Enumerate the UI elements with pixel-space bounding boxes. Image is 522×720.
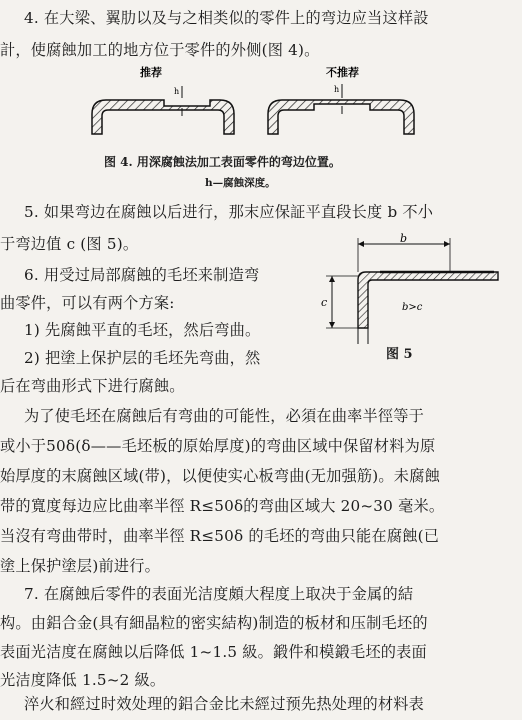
para7-line4: 光洁度降低 1.5~2 級。 <box>0 671 166 689</box>
fig5-label-c: c <box>321 296 328 309</box>
figure4-note: h—腐蝕深度。 <box>205 177 276 189</box>
para4-line2: 計，使腐蝕加工的地方位于零件的外侧(图 4)。 <box>0 41 320 59</box>
fig4-dim-h-left: h <box>174 87 180 96</box>
para4-line1: 4. 在大梁、翼肋以及与之相类似的零件上的弯边应当这样設 <box>24 9 429 27</box>
radius-line2: 或小于50δ(δ——毛坯板的原始厚度)的弯曲区域中保留材料为原 <box>0 437 436 455</box>
radius-line6: 塗上保护塗层)前进行。 <box>0 557 161 575</box>
radius-line4: 带的寬度每边应比曲率半徑 R≤50δ的弯曲区域大 20~30 毫米。 <box>0 497 445 515</box>
fig4-dim-h-right: h <box>334 85 340 94</box>
partial-line: 淬火和經过时效处理的鋁合金比未經过预先热处理的材料表 <box>24 695 425 713</box>
fig4-label-recommended: 推荐 <box>140 66 162 79</box>
fig5-label-b: b <box>400 232 408 245</box>
fig4-label-not-recommended: 不推荐 <box>326 66 359 79</box>
radius-line3: 始厚度的末腐蝕区域(带)，以便使实心板弯曲(无加强筋)。未腐蝕 <box>0 467 440 485</box>
radius-line1: 为了使毛坯在腐蝕后有弯曲的可能性，必須在曲率半徑等于 <box>24 407 425 425</box>
fig4-right-part <box>268 84 414 134</box>
para6-item1: 1) 先腐蝕平直的毛坯，然后弯曲。 <box>24 321 261 339</box>
para6-line1: 6. 用受过局部腐蝕的毛坯来制造弯 <box>24 266 260 284</box>
para6-line2: 曲零件，可以有两个方案: <box>0 294 175 312</box>
para6-line5: 后在弯曲形式下进行腐蝕。 <box>0 377 185 395</box>
para5-line1: 5. 如果弯边在腐蝕以后进行，那末应保証平直段长度 b 不小 <box>24 203 434 221</box>
para7-line2: 构。由鋁合金(具有細晶粒的密实結构)制造的板材和压制毛坯的 <box>0 614 428 632</box>
para6-item2: 2) 把塗上保护层的毛坯先弯曲，然 <box>24 349 261 367</box>
para7-line3: 表面光洁度在腐蝕以后降低 1~1.5 級。鍛件和模鍛毛坯的表面 <box>0 643 427 661</box>
figure5-diagram <box>318 232 518 364</box>
figure4-caption: 图 4. 用深腐蝕法加工表面零件的弯边位置。 <box>104 155 341 169</box>
para5-line2: 于弯边值 c (图 5)。 <box>0 235 139 253</box>
fig5-condition: b>c <box>402 302 423 313</box>
fig4-left-part <box>92 86 234 134</box>
figure4-diagram <box>70 64 450 160</box>
radius-line5: 当沒有弯曲带时，曲率半徑 R≤50δ 的毛坯的弯曲只能在腐蝕(已 <box>0 527 440 545</box>
para7-line1: 7. 在腐蝕后零件的表面光洁度頗大程度上取决于金属的結 <box>24 585 414 603</box>
figure5-caption: 图 5 <box>386 347 413 362</box>
